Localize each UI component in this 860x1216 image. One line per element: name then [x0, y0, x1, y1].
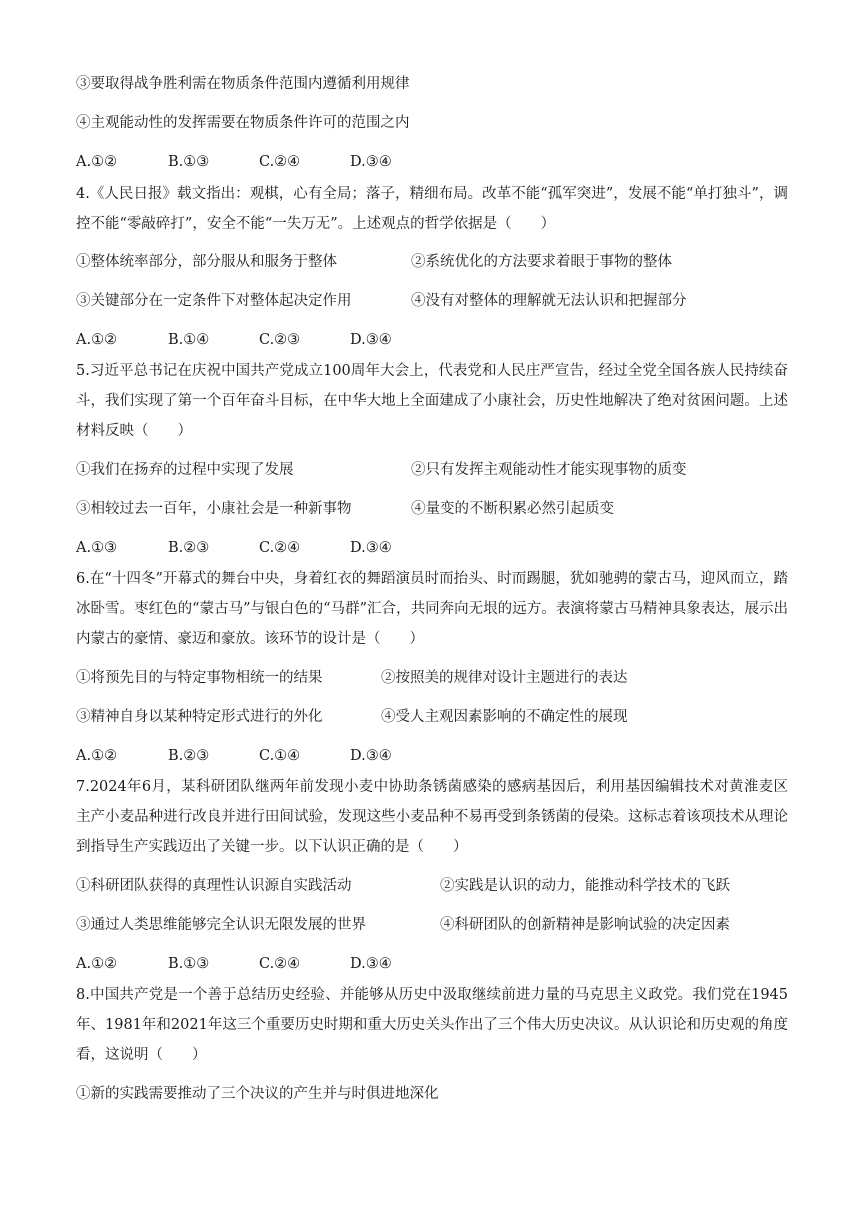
q3-answer-b: B.①③	[168, 154, 210, 170]
q3-answer-d: D.③④	[350, 154, 392, 170]
q5-answer-a: A.①③	[76, 540, 118, 556]
q6-answer-b: B.②③	[168, 748, 210, 764]
q7-option-3: ③通过人类思维能够完全认识无限发展的世界	[76, 917, 366, 933]
q4-answer-d: D.③④	[350, 332, 392, 348]
q6-option-2: ②按照美的规律对设计主题进行的表达	[381, 670, 628, 686]
q6-answer-d: D.③④	[350, 748, 392, 764]
q4-answer-a: A.①②	[76, 332, 118, 348]
q3-option-4: ④主观能动性的发挥需要在物质条件许可的范围之内	[76, 115, 410, 131]
q3-answer-c: C.②④	[259, 154, 301, 170]
q5-option-2: ②只有发挥主观能动性才能实现事物的质变	[411, 462, 687, 478]
q4-option-3: ③关键部分在一定条件下对整体起决定作用	[76, 293, 352, 309]
q7-stem: 7.2024年6月，某科研团队继两年前发现小麦中协助条锈菌感染的感病基因后，利用基因编辑技术对黄淮麦区主产小麦品种进行改良并进行田间试验，发现这些小麦品种不易再受到条锈菌的侵染。这标志着该项技术从理论到指导生产实践迈出了关键一步。以下认识正确的是（ ）	[76, 779, 788, 855]
q4-answer-b: B.①④	[168, 332, 210, 348]
q5-option-3: ③相较过去一百年，小康社会是一种新事物	[76, 501, 352, 517]
q7-answer-a: A.①②	[76, 956, 118, 972]
q6-option-1: ①将预先目的与特定事物相统一的结果	[76, 670, 323, 686]
q5-answer-d: D.③④	[350, 540, 392, 556]
q6-answer-c: C.①④	[259, 748, 301, 764]
q7-option-4: ④科研团队的创新精神是影响试验的决定因素	[440, 917, 730, 933]
q6-option-3: ③精神自身以某种特定形式进行的外化	[76, 709, 323, 725]
q6-stem: 6.在“十四冬”开幕式的舞台中央，身着红衣的舞蹈演员时而抬头、时而踢腿，犹如驰骋的蒙古马，迎风而立，踏冰卧雪。枣红色的“蒙古马”与银白色的“马群”汇合，共同奔向无垠的远方。表演将蒙古马精神具象表达，展示出内蒙古的豪情、豪迈和豪放。该环节的设计是（ ）	[76, 571, 788, 647]
q4-option-4: ④没有对整体的理解就无法认识和把握部分	[411, 293, 687, 309]
q4-option-1: ①整体统率部分，部分服从和服务于整体	[76, 254, 337, 270]
q5-answer-c: C.②④	[259, 540, 301, 556]
q5-option-4: ④量变的不断积累必然引起质变	[411, 501, 614, 517]
q6-option-4: ④受人主观因素影响的不确定性的展现	[381, 709, 628, 725]
q4-answer-c: C.②③	[259, 332, 301, 348]
q4-stem: 4.《人民日报》载文指出：观棋，心有全局；落子，精细布局。改革不能“孤军突进”，发展不能“单打独斗”，调控不能“零敲碎打”，安全不能“一失万无”。上述观点的哲学依据是（ ）	[76, 186, 788, 232]
q5-stem: 5.习近平总书记在庆祝中国共产党成立100周年大会上，代表党和人民庄严宣告，经过全党全国各族人民持续奋斗，我们实现了第一个百年奋斗目标，在中华大地上全面建成了小康社会，历史性地解决了绝对贫困问题。上述材料反映（ ）	[76, 363, 788, 439]
q3-option-3: ③要取得战争胜利需在物质条件范围内遵循利用规律	[76, 76, 410, 92]
q7-answer-d: D.③④	[350, 956, 392, 972]
q5-option-1: ①我们在扬弃的过程中实现了发展	[76, 462, 294, 478]
q7-option-2: ②实践是认识的动力，能推动科学技术的飞跃	[440, 878, 730, 894]
q7-answer-b: B.①③	[168, 956, 210, 972]
q8-stem: 8.中国共产党是一个善于总结历史经验、并能够从历史中汲取继续前进力量的马克思主义政党。我们党在1945年、1981年和2021年这三个重要历史时期和重大历史关头作出了三个伟大历史决议。从认识论和历史观的角度看，这说明（ ）	[76, 987, 788, 1063]
q7-answer-c: C.②④	[259, 956, 301, 972]
q7-option-1: ①科研团队获得的真理性认识源自实践活动	[76, 878, 352, 894]
q3-answer-a: A.①②	[76, 154, 118, 170]
q5-answer-b: B.②③	[168, 540, 210, 556]
q6-answer-a: A.①②	[76, 748, 118, 764]
q8-option-1: ①新的实践需要推动了三个决议的产生并与时俱进地深化	[76, 1086, 439, 1102]
q4-option-2: ②系统优化的方法要求着眼于事物的整体	[411, 254, 672, 270]
